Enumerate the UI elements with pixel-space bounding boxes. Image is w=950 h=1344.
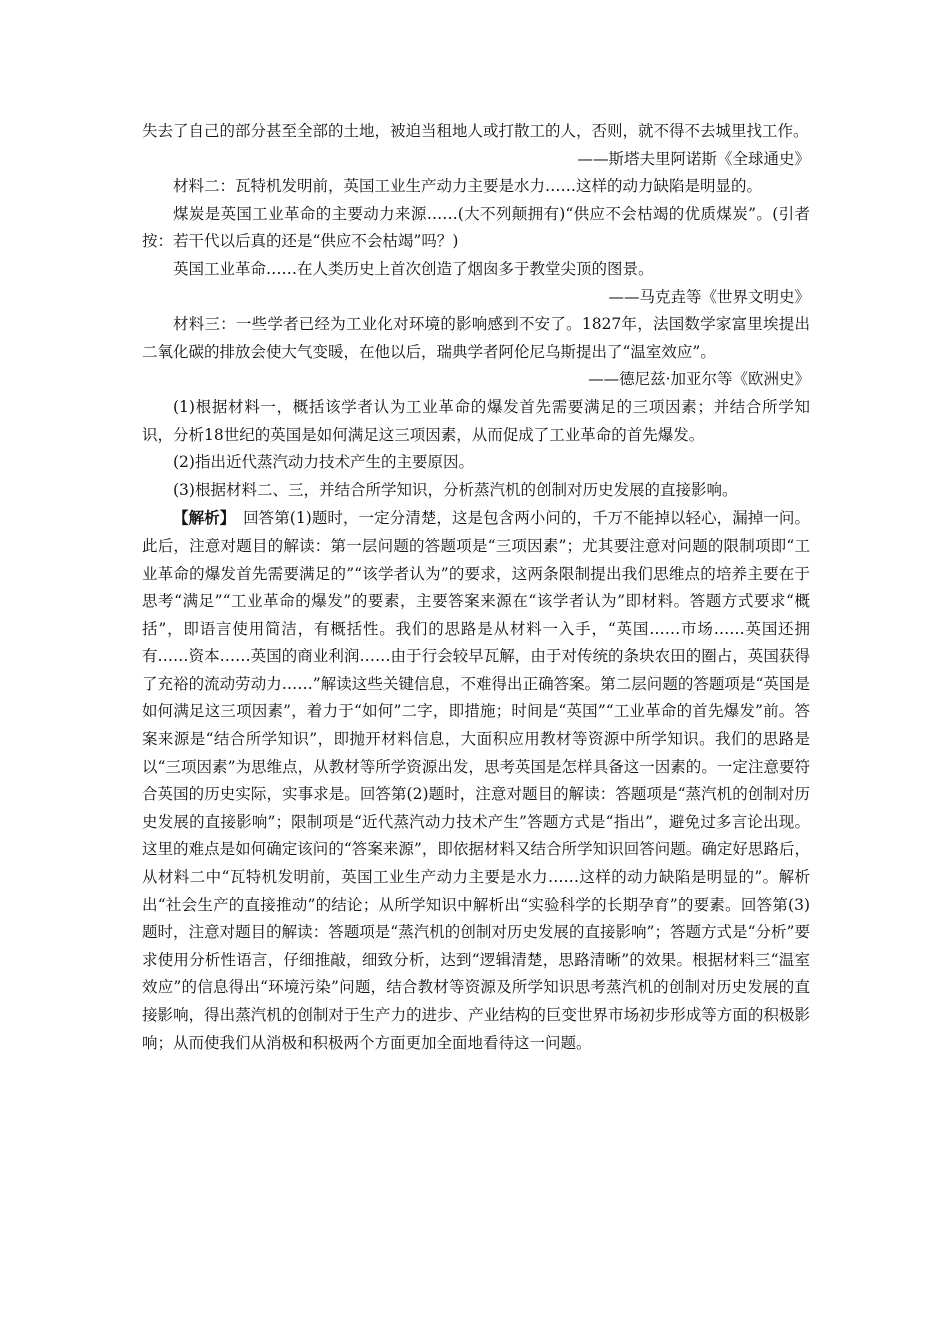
source-citation-3: ——德尼兹·加亚尔等《欧洲史》 [588,370,810,389]
question-1: (1)根据材料一，概括该学者认为工业革命的爆发首先需要满足的三项因素；并结合所学知识，分析18世纪的英国是如何满足这三项因素，从而促成了工业革命的首先爆发。 [142,397,810,444]
analysis-paragraph [142,504,810,1057]
analysis-text: 回答第(1)题时，一定分清楚，这是包含两小问的，千万不能掉以轻心，漏掉一问。此后，注意对题目的解读：第一层问题的答题项是“三项因素”；尤其要注意对问题的限制项即“工业革命的爆发首先需要满足的”“该学者认为”的要求，这两条限制提出我们思维点的培养主要在于思考“满足”“工业革命的爆发”的要素，主要答案来源在“该学者认为”即材料。答题方式要求“概括”，即语言使用简洁，有概括性。我们的思路是从材料一入手，“英国……市场……英国还拥有……资本……英国的商业利润……由于行会较早瓦解，由于对传统的条块农田的圈占，英国获得了充裕的流动劳动力……”解读这些关键信息，不难得出正确答案。第二层问题的答题项是“英国是如何满足这三项因素”，着力于“如何”二字，即措施；时间是“英国”“工业革命的首先爆发”前。答案来源是“结合所学知识”，即抛开材料信息，大面积应用教材等资源中所学知识。我们的思路是以“三项因素”为思维点，从教材等所学资源出发，思考英国是怎样具备这一因素的。一定注意要符合英国的历史实际，实事求是。回答第(2)题时，注意对题目的解读：答题项是“蒸汽机的创制对历史发展的直接影响”；限制项是“近代蒸汽动力技术产生”答题方式是“指出”，避免过多言论出现。这里的难点是如何确定该问的“答案来源”，即依据材料又结合所学知识回答问题。确定好思路后，从材料二中“瓦特机发明前，英国工业生产动力主要是水力……这样的动力缺陷是明显的”。解析出“社会生产的直接推动”的结论；从所学知识中解析出“实验科学的长期孕育”的要素。回答第(3)题时，注意对题目的解读：答题项是“蒸汽机的创制对历史发展的直接影响”；答题方式是“分析”要求使用分析性语言，仔细推敲，细致分析，达到“逻辑清楚，思路清晰”的效果。根据材料三“温室效应”的信息得出“环境污染”问题，结合教材等资源及所学知识思考蒸汽机的创制对历史发展的直接影响，得出蒸汽机的创制对于生产力的进步、产业结构的巨变世界市场初步形成等方面的积极影响；从而使我们从消极和积极两个方面更加全面地看待这一问题。 [142,509,810,1052]
material-three-paragraph: 材料三：一些学者已经为工业化对环境的影响感到不安了。1827年，法国数学家富里埃提出二氧化碳的排放会使大气变暖，在他以后，瑞典学者阿伦尼乌斯提出了“温室效应”。 [142,315,810,361]
source-citation-2: ——马克垚等《世界文明史》 [608,287,810,306]
analysis-label: 【解析】 [173,508,228,528]
material-one-continuation: 失去了自己的部分甚至全部的土地，被迫当租地人或打散工的人，否则，就不得不去城里找工作。 [142,122,809,140]
material-two-paragraph-3: 英国工业革命……在人类历史上首次创造了烟囱多于教堂尖顶的图景。 [173,259,654,278]
document-page [142,118,810,1057]
source-citation-1: ——斯塔夫里阿诺斯《全球通史》 [577,149,810,168]
material-two-paragraph-2: 煤炭是英国工业革命的主要动力来源……(大不列颠拥有)“供应不会枯竭的优质煤炭”。(引者按：若干代以后真的还是“供应不会枯竭”吗？) [142,204,810,251]
material-two-paragraph-1: 材料二：瓦特机发明前，英国工业生产动力主要是水力……这样的动力缺陷是明显的。 [173,177,763,196]
question-3: (3)根据材料二、三，并结合所学知识，分析蒸汽机的创制对历史发展的直接影响。 [173,480,738,499]
question-2: (2)指出近代蒸汽动力技术产生的主要原因。 [173,453,474,472]
